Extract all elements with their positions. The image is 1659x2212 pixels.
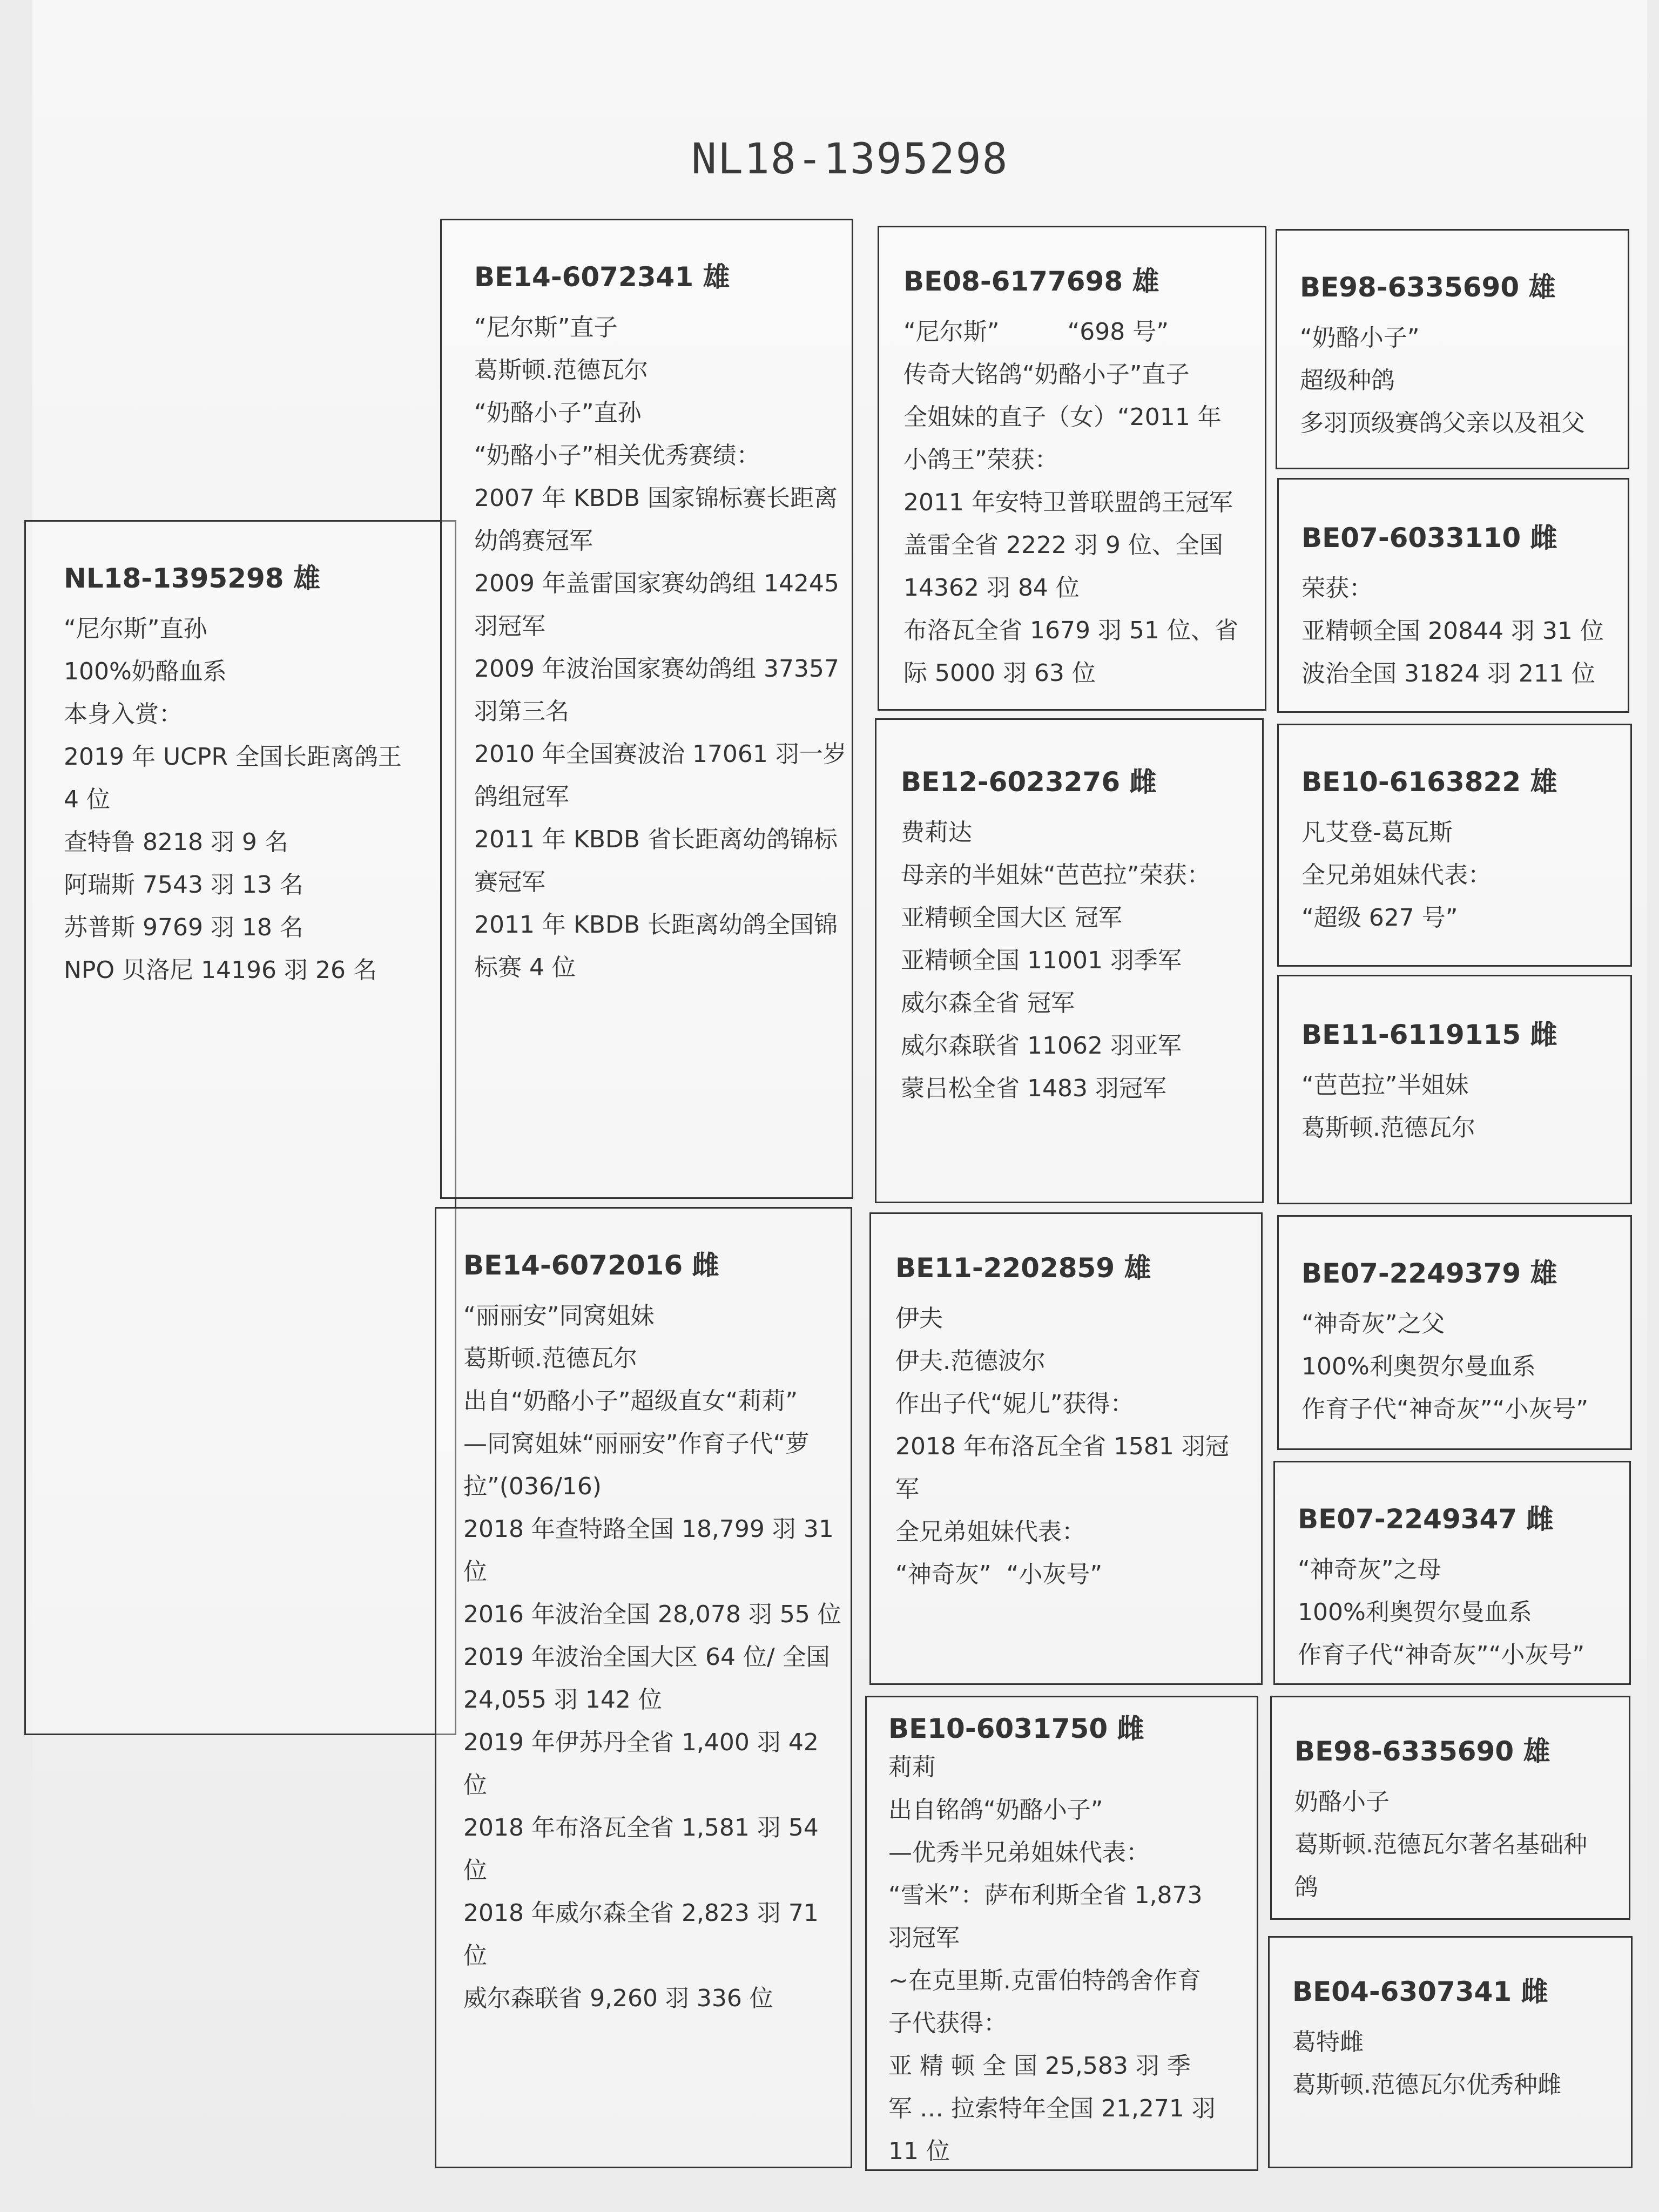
box-line: “奶酪小子”相关优秀赛绩： [474,442,760,469]
box-line: ~在克里斯.克雷伯特鸽舍作育 [888,1967,1201,1994]
box-line: 100%利奥贺尔曼血系 [1298,1599,1532,1626]
box-line: 2019 年波治全国大区 64 位/ 全国 [463,1643,830,1671]
box-lines [463,1294,851,2020]
box-line: 2011 年 KBDB 长距离幼鸽全国锦 [474,911,838,939]
box-line: 鸽组冠军 [474,783,569,811]
box-lines [903,311,1265,694]
box-line: 超级种鸽 [1300,367,1395,394]
box-lines [1300,316,1628,444]
box-line: 莉莉 [888,1754,936,1781]
sire-sire-box [878,226,1266,711]
box-line: 伊夫.范德波尔 [895,1347,1046,1375]
box-line: 多羽顶级赛鸽父亲以及祖父 [1300,409,1585,437]
box-line: 位 [463,1942,487,1970]
box-line: 作育子代“神奇灰”“小灰号” [1298,1641,1585,1669]
box-line: 亚精顿全国 11001 羽季军 [901,947,1182,974]
box-line: 威尔森联省 9,260 羽 336 位 [463,1985,773,2012]
box-line: 2009 年波治国家赛幼鸽组 37357 [474,655,839,683]
box-header: BE10-6163822 雄 [1301,766,1557,798]
box-line: “尼尔斯”直子 [474,314,618,341]
sire-box [440,219,853,1199]
box-line: 2019 年 UCPR 全国长距离鸽王 [64,743,402,771]
box-line: 100%奶酪血系 [64,658,227,685]
box-header: BE14-6072341 雄 [474,261,730,293]
box-line: NPO 贝洛尼 14196 羽 26 名 [64,956,377,984]
box-lines [1298,1548,1629,1676]
box-lines [895,1297,1261,1596]
box-line: 位 [463,1771,487,1799]
sire-dam-sire-box [1277,724,1632,967]
box-line: 全兄弟姐妹代表： [895,1518,1085,1546]
box-line: 波治全国 31824 羽 211 位 [1301,660,1595,687]
box-line: 蒙吕松全省 1483 羽冠军 [901,1075,1166,1102]
page-title: NL18-1395298 [691,135,1009,184]
box-line: 亚 精 顿 全 国 25,583 羽 季 [888,2052,1191,2080]
box-line: 出自“奶酪小子”超级直女“莉莉” [463,1387,798,1415]
box-line: 羽第三名 [474,698,569,725]
box-line: 2009 年盖雷国家赛幼鸽组 14245 [474,570,839,597]
box-line: “神奇灰”之母 [1298,1556,1441,1583]
box-header: BE98-6335690 雄 [1294,1736,1550,1767]
box-line: 凡艾登-葛瓦斯 [1301,819,1453,846]
box-line: 军 [895,1475,919,1503]
box-line: 羽冠军 [474,612,545,640]
box-line: 威尔森联省 11062 羽亚军 [901,1032,1182,1060]
box-line: 全兄弟姐妹代表： [1301,861,1492,889]
box-lines [1301,811,1630,939]
box-line: 本身入赏： [64,700,183,728]
box-header: BE10-6031750 雌 [888,1713,1144,1744]
sire-sire-sire-box [1276,229,1629,469]
box-line: 布洛瓦全省 1679 羽 51 位、省 [903,617,1238,644]
box-line: “尼尔斯”直孙 [64,615,207,643]
box-header: NL18-1395298 雄 [64,563,320,594]
box-line: 拉”(036/16) [463,1473,602,1500]
box-line: 位 [463,1857,487,1884]
box-header: BE04-6307341 雌 [1292,1976,1548,2007]
box-line: 出自铭鸽“奶酪小子” [888,1796,1103,1824]
box-line: 羽冠军 [888,1924,960,1952]
box-line: 2011 年安特卫普联盟鸽王冠军 [903,489,1233,516]
box-line: 2018 年查特路全国 18,799 羽 31 [463,1515,834,1543]
box-line: 2011 年 KBDB 省长距离幼鸽锦标 [474,826,838,853]
box-header: BE07-2249379 雄 [1301,1258,1557,1289]
box-line: “神奇灰”之父 [1301,1310,1445,1338]
box-line: “雪米”：萨布利斯全省 1,873 [888,1881,1203,1909]
sire-sire-dam-box [1277,478,1629,713]
box-line: “尼尔斯” “698 号” [903,318,1169,346]
box-lines [901,811,1262,1110]
dam-dam-box [865,1696,1258,2171]
box-line: —优秀半兄弟姐妹代表： [888,1839,1150,1866]
box-lines [1294,1781,1629,1908]
box-line: 4 位 [64,786,110,813]
box-line: 小鸽王”荣获： [903,446,1058,474]
box-line: 葛斯顿.范德瓦尔著名基础种 [1294,1831,1587,1858]
box-line: 军 … 拉索特年全国 21,271 羽 [888,2095,1216,2122]
box-line: 2018 年布洛瓦全省 1,581 羽 54 [463,1814,819,1842]
box-line: 传奇大铭鸽“奶酪小子”直子 [903,361,1190,388]
sire-dam-dam-box [1277,975,1632,1204]
dam-sire-box [869,1212,1263,1685]
box-line: 际 5000 羽 63 位 [903,659,1096,687]
box-line: 威尔森全省 冠军 [901,989,1075,1017]
box-line: 100%利奥贺尔曼血系 [1301,1353,1536,1380]
box-line: 标赛 4 位 [474,954,576,981]
dam-dam-sire-box [1270,1696,1630,1920]
box-lines [1301,567,1628,695]
box-line: 全姐妹的直子（女）“2011 年 [903,403,1222,431]
box-lines [1292,2021,1631,2106]
box-header: BE07-2249347 雌 [1298,1503,1554,1535]
box-line: 作育子代“神奇灰”“小灰号” [1301,1395,1589,1423]
box-line: 14362 羽 84 位 [903,574,1080,602]
dam-box [435,1207,852,2168]
box-line: 子代获得： [888,2009,1007,2037]
box-line: 苏普斯 9769 羽 18 名 [64,914,304,941]
box-line: 葛特雌 [1292,2028,1364,2056]
box-line: “奶酪小子”直孙 [474,399,642,427]
box-line: 葛斯顿.范德瓦尔 [474,356,648,384]
box-line: 2016 年波治全国 28,078 羽 55 位 [463,1601,841,1628]
box-line: 24,055 羽 142 位 [463,1686,662,1714]
box-line: 荣获： [1301,575,1373,602]
dam-sire-dam-box [1273,1461,1631,1685]
box-line: “神奇灰” “小灰号” [895,1561,1103,1588]
box-line: 阿瑞斯 7543 羽 13 名 [64,871,304,899]
box-line: 2010 年全国赛波治 17061 羽一岁 [474,740,847,768]
box-lines [474,306,852,989]
box-line: 幼鸽赛冠军 [474,527,593,555]
box-line: 位 [463,1558,487,1586]
box-line: 葛斯顿.范德瓦尔 [1301,1114,1475,1142]
box-lines [1301,1303,1630,1431]
box-line: “芭芭拉”半姐妹 [1301,1071,1469,1099]
dam-sire-sire-box [1277,1215,1632,1450]
subject-pigeon-box [24,520,456,1735]
box-header: BE11-2202859 雄 [895,1252,1151,1284]
box-line: “奶酪小子” [1300,324,1420,352]
box-line: “超级 627 号” [1301,904,1458,932]
box-line: 赛冠军 [474,868,545,896]
box-line: 奶酪小子 [1294,1788,1390,1816]
box-line: 2018 年布洛瓦全省 1581 羽冠 [895,1433,1229,1460]
box-lines [888,1746,1257,2171]
box-line: 2019 年伊苏丹全省 1,400 羽 42 [463,1729,819,1756]
box-header: BE14-6072016 雌 [463,1250,719,1281]
box-line: 费莉达 [901,819,972,846]
box-header: BE11-6119115 雌 [1301,1019,1557,1050]
box-line: “丽丽安”同窝姐妹 [463,1302,655,1330]
box-line: 亚精顿全国 20844 羽 31 位 [1301,617,1604,645]
box-line: 葛斯顿.范德瓦尔 [463,1345,637,1372]
box-line: 盖雷全省 2222 羽 9 位、全国 [903,531,1223,559]
box-line: 2018 年威尔森全省 2,823 羽 71 [463,1899,819,1927]
box-header: BE08-6177698 雄 [903,266,1159,297]
pedigree-sheet [32,0,1647,2212]
box-line: 鸽 [1294,1873,1318,1901]
box-lines [64,608,455,992]
box-line: 2007 年 KBDB 国家锦标赛长距离 [474,484,838,512]
box-header: BE07-6033110 雌 [1301,522,1557,554]
box-line: 葛斯顿.范德瓦尔优秀种雌 [1292,2071,1561,2099]
box-line: 11 位 [888,2137,950,2165]
box-header: BE12-6023276 雌 [901,766,1157,798]
dam-dam-dam-box [1268,1936,1633,2168]
sire-dam-box [875,718,1264,1203]
box-line: 查特鲁 8218 羽 9 名 [64,828,288,856]
box-header: BE98-6335690 雄 [1300,272,1556,303]
box-lines [1301,1064,1630,1149]
box-line: 亚精顿全国大区 冠军 [901,904,1122,932]
box-line: 母亲的半姐妹“芭芭拉”荣获： [901,861,1211,889]
box-line: 作出子代“妮儿”获得： [895,1390,1134,1418]
box-line: —同窝姐妹“丽丽安”作育子代“萝 [463,1430,810,1458]
box-line: 伊夫 [895,1305,943,1332]
